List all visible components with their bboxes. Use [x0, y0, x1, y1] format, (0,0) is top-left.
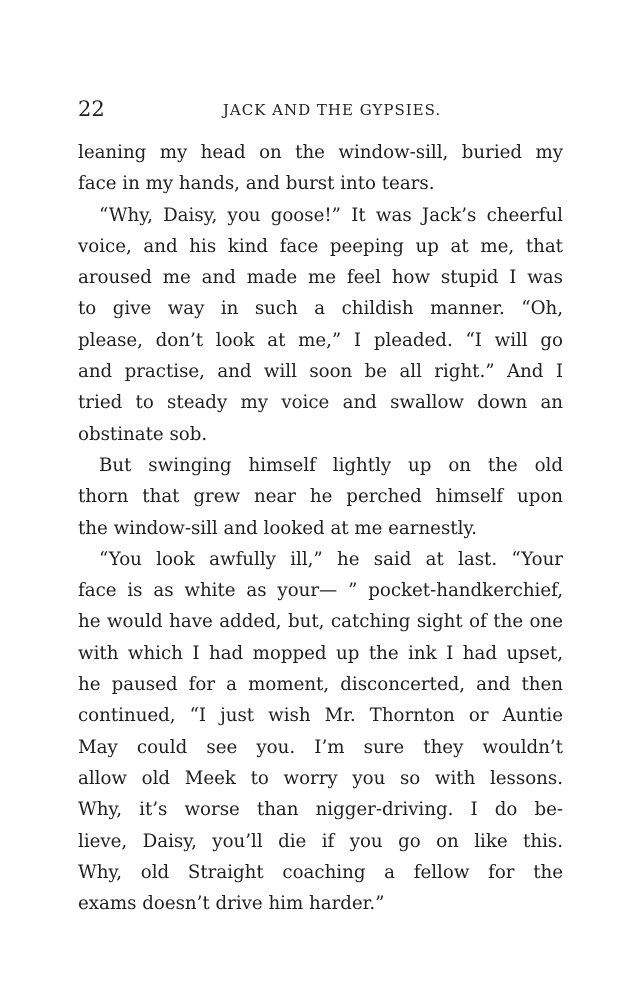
page-number: 22	[78, 97, 105, 121]
body-text	[78, 137, 563, 919]
text-line: he paused for a moment, disconcerted, and then	[78, 674, 563, 696]
text-line: voice, and his kind face peeping up at me, that	[78, 235, 563, 257]
text-line: May could see you. I’m sure they wouldn’t	[78, 736, 563, 758]
text-line: exams doesn’t drive him harder.”	[78, 893, 385, 915]
text-line: leaning my head on the window-sill, buried my	[78, 142, 563, 163]
text-line: tried to steady my voice and swallow down an	[78, 392, 563, 414]
text-line: obstinate sob.	[78, 423, 208, 445]
text-line: and practise, and will soon be all right.” And I	[78, 361, 563, 383]
text-line: face is as white as your— ” pocket-handkerchief,	[78, 580, 563, 602]
text-line: please, don’t look at me,” I pleaded. “I will go	[78, 329, 563, 351]
text-line: lieve, Daisy, you’ll die if you go on like this.	[78, 830, 563, 852]
text-line: Why, old Straight coaching a fellow for the	[78, 861, 563, 883]
text-line: But swinging himself lightly up on the old	[99, 454, 563, 476]
running-title: JACK AND THE GYPSIES.	[222, 101, 442, 119]
text-line: aroused me and made me feel how stupid I was	[78, 267, 563, 289]
text-line: “You look awfully ill,” he said at last. “Your	[99, 548, 563, 570]
text-line: allow old Meek to worry you so with lessons.	[78, 767, 563, 789]
text-line: to give way in such a childish manner. “Oh,	[78, 298, 563, 320]
page-header	[78, 94, 558, 124]
text-line: continued, “I just wish Mr. Thornton or Auntie	[78, 705, 563, 727]
text-line: he would have added, but, catching sight of the one	[78, 611, 563, 633]
text-line: face in my hands, and burst into tears.	[78, 173, 435, 195]
text-line: with which I had mopped up the ink I had upset,	[78, 642, 563, 664]
text-line: Why, it’s worse than nigger-driving. I do be-	[78, 799, 563, 821]
text-line: “Why, Daisy, you goose!” It was Jack’s cheerful	[99, 204, 563, 226]
text-line: thorn that grew near he perched himself upon	[78, 486, 563, 508]
text-line: the window-sill and looked at me earnestly.	[78, 517, 478, 539]
